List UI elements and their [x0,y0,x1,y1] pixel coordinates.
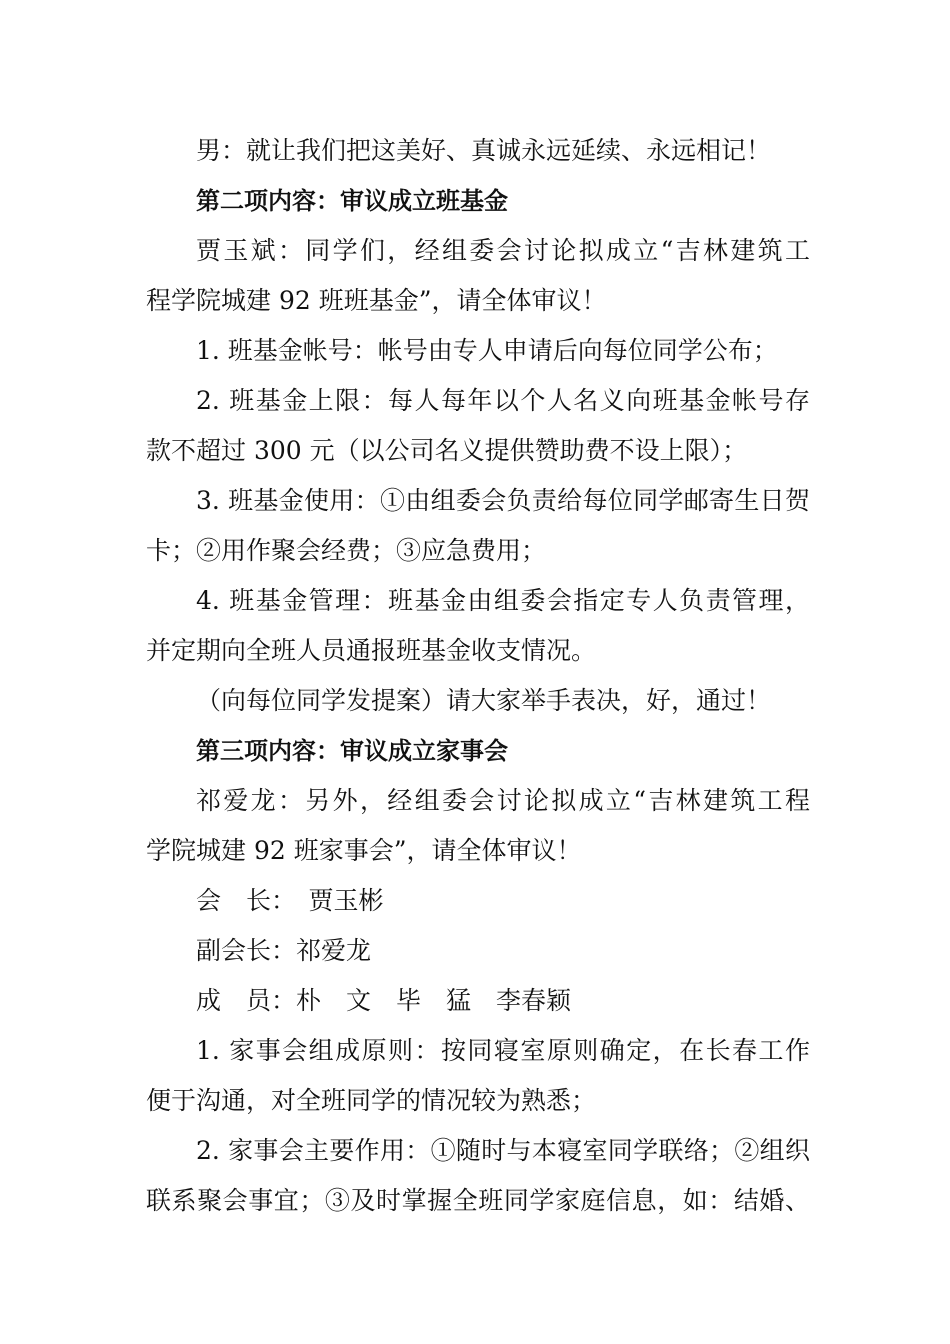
list-item: 1. 家事会组成原则：按同寝室原则确定，在长春工作 [196,1036,810,1065]
text-line: 学院城建 92 班家事会”，请全体审议！ [146,836,582,865]
section-heading: 第二项内容：审议成立班基金 [196,187,508,215]
member-line: 成 员：朴 文 毕 猛 李春颖 [196,986,572,1015]
text-line: 联系聚会事宜；③及时掌握全班同学家庭信息，如：结婚、 [146,1186,810,1215]
text-line: 款不超过 300 元（以公司名义提供赞助费不设上限）； [146,436,748,465]
text-line: 祁爱龙：另外，经组委会讨论拟成立“吉林建筑工程 [196,786,810,815]
list-item: 2. 班基金上限：每人每年以个人名义向班基金帐号存 [196,386,810,415]
list-item: 1. 班基金帐号：帐号由专人申请后向每位同学公布； [196,336,778,365]
text-line: 卡；②用作聚会经费；③应急费用； [146,536,547,565]
member-line: 副会长：祁爱龙 [196,936,372,965]
list-item: 2. 家事会主要作用：①随时与本寝室同学联络；②组织 [196,1136,810,1165]
text-line: 贾玉斌：同学们，经组委会讨论拟成立“吉林建筑工 [196,236,810,265]
text-line: 男：就让我们把这美好、真诚永远延续、永远相记！ [196,136,772,165]
member-line: 会 长： 贾玉彬 [196,886,384,915]
text-line: 程学院城建 92 班班基金”，请全体审议！ [146,286,607,315]
section-heading: 第三项内容：审议成立家事会 [196,737,508,765]
text-line: （向每位同学发提案）请大家举手表决，好，通过！ [196,686,772,715]
text-line: 便于沟通，对全班同学的情况较为熟悉； [146,1086,597,1115]
list-item: 3. 班基金使用：①由组委会负责给每位同学邮寄生日贺 [196,486,810,515]
text-line: 并定期向全班人员通报班基金收支情况。 [146,636,597,665]
list-item: 4. 班基金管理：班基金由组委会指定专人负责管理， [196,586,810,615]
